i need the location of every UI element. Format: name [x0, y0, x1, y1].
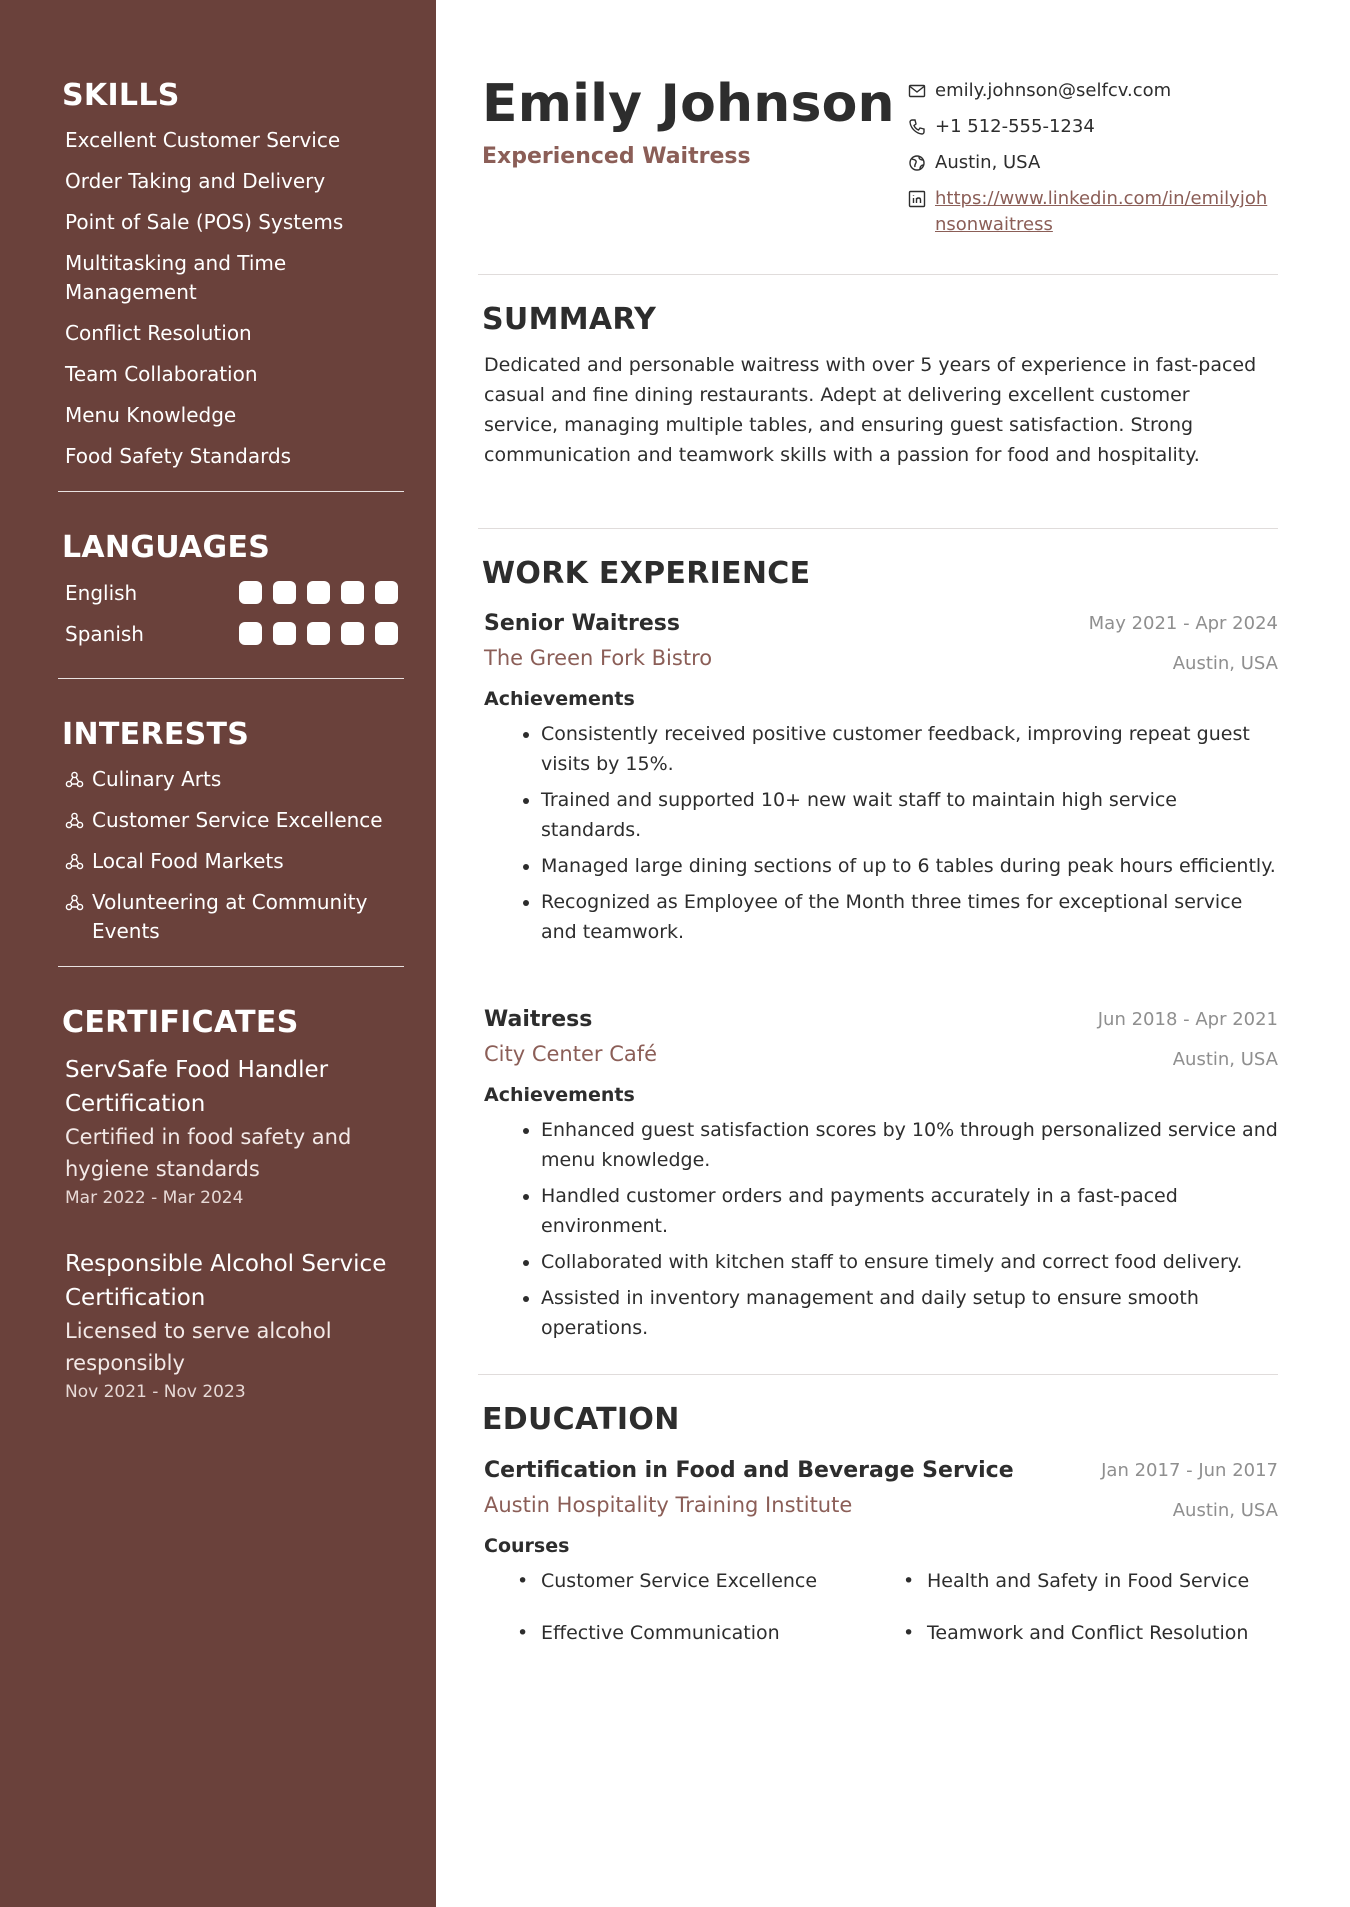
phone-icon	[908, 118, 926, 136]
achievement-item: • Trained and supported 10+ new wait staff to maintain high service standards.	[541, 785, 1278, 845]
education-entry	[484, 1456, 1278, 1670]
course-item: • Effective Communication	[484, 1618, 870, 1648]
achievement-item: • Handled customer orders and payments accurately in a fast-paced environment.	[541, 1181, 1278, 1241]
level-dot	[239, 581, 262, 604]
job-location: Austin, USA	[1172, 1049, 1278, 1070]
achievement-item: • Enhanced guest satisfaction scores by 10% through personalized service and menu knowledge.	[541, 1115, 1278, 1175]
interest-item	[65, 888, 404, 946]
level-dot	[273, 622, 296, 645]
courses-heading: Courses	[484, 1535, 570, 1557]
language-row	[65, 578, 404, 607]
language-level-dots	[239, 581, 398, 604]
sidebar	[0, 0, 436, 1907]
email-text: emily.johnson@selfcv.com	[935, 80, 1172, 101]
interest-label: Local Food Markets	[92, 849, 284, 873]
people-network-icon	[65, 894, 84, 912]
sidebar-divider	[58, 678, 404, 679]
level-dot	[307, 581, 330, 604]
globe-icon	[908, 154, 926, 172]
people-network-icon	[65, 853, 84, 871]
course-item: • Health and Safety in Food Service	[870, 1566, 1270, 1596]
linkedin-link[interactable]: https://www.linkedin.com/in/emilyjohnsonwaitress	[935, 188, 1268, 235]
level-dot	[375, 622, 398, 645]
education-location: Austin, USA	[1172, 1500, 1278, 1521]
certificate-title: Responsible Alcohol Service Certification	[65, 1251, 387, 1311]
job-title: Waitress	[484, 1007, 593, 1032]
sidebar-divider	[58, 966, 404, 967]
skill-item: Team Collaboration	[65, 362, 258, 386]
mail-icon	[908, 82, 926, 100]
job-company: The Green Fork Bistro	[484, 646, 713, 670]
certificate-item	[65, 1053, 404, 1211]
job-entry	[484, 1005, 1278, 1349]
job-company: City Center Café	[484, 1042, 658, 1066]
interest-item	[65, 806, 404, 835]
contact-email	[908, 78, 1288, 104]
sidebar-divider	[58, 491, 404, 492]
language-name: English	[65, 580, 138, 605]
level-dot	[341, 581, 364, 604]
work-experience-heading: WORK EXPERIENCE	[482, 556, 811, 591]
languages-heading: LANGUAGES	[62, 530, 271, 565]
skill-item: Order Taking and Delivery	[65, 169, 326, 193]
certificate-description: Licensed to serve alcohol responsibly	[65, 1319, 332, 1375]
skill-item: Food Safety Standards	[65, 444, 292, 468]
achievements-heading: Achievements	[484, 1084, 635, 1106]
interest-label: Culinary Arts	[92, 767, 222, 791]
job-date: May 2021 - Apr 2024	[1088, 613, 1278, 634]
skill-item: Menu Knowledge	[65, 403, 237, 427]
achievements-heading: Achievements	[484, 688, 635, 710]
interest-item	[65, 847, 404, 876]
linkedin-icon	[908, 190, 926, 208]
skills-list	[58, 126, 404, 471]
course-item: • Teamwork and Conflict Resolution	[870, 1618, 1270, 1648]
education-date: Jan 2017 - Jun 2017	[1101, 1460, 1278, 1481]
skill-item: Multitasking and Time Management	[65, 251, 287, 304]
skill-item: Conflict Resolution	[65, 321, 252, 345]
education-title: Certification in Food and Beverage Service	[484, 1458, 1014, 1483]
interest-label: Volunteering at Community Events	[92, 890, 368, 943]
level-dot	[341, 622, 364, 645]
course-list	[484, 1566, 1278, 1670]
achievement-item: • Collaborated with kitchen staff to ensure timely and correct food delivery.	[541, 1247, 1278, 1277]
achievement-item: • Recognized as Employee of the Month three times for exceptional service and teamwork.	[541, 887, 1278, 947]
language-name: Spanish	[65, 621, 144, 646]
achievement-list	[484, 1115, 1278, 1343]
summary-text: Dedicated and personable waitress with over 5 years of experience in fast-paced casual and fine dining restaurants. Adept at delivering excellent customer service, managing multiple tables, and ensuring guest satisfaction. Strong communication and teamwork skills with a passion for food and hospitality.	[484, 354, 1257, 466]
certificate-item	[65, 1247, 404, 1405]
contact-linkedin	[908, 186, 1288, 238]
section-divider	[478, 274, 1278, 275]
level-dot	[307, 622, 330, 645]
phone-text: +1 512-555-1234	[935, 116, 1095, 137]
language-level-dots	[239, 622, 398, 645]
achievement-item: • Consistently received positive customer feedback, improving repeat guest visits by 15%.	[541, 719, 1278, 779]
people-network-icon	[65, 812, 84, 830]
interests-heading: INTERESTS	[62, 717, 250, 752]
summary-heading: SUMMARY	[482, 302, 657, 337]
achievement-item: • Managed large dining sections of up to 6 tables during peak hours efficiently.	[541, 851, 1278, 881]
skills-heading: SKILLS	[62, 78, 180, 113]
contact-phone	[908, 114, 1288, 140]
contact-list	[908, 78, 1288, 248]
people-network-icon	[65, 771, 84, 789]
job-date: Jun 2018 - Apr 2021	[1097, 1009, 1278, 1030]
candidate-name: Emily Johnson	[482, 74, 895, 134]
education-institution: Austin Hospitality Training Institute	[484, 1493, 853, 1517]
section-divider	[478, 528, 1278, 529]
level-dot	[375, 581, 398, 604]
location-text: Austin, USA	[935, 152, 1041, 173]
certificate-date: Mar 2022 - Mar 2024	[65, 1188, 244, 1208]
skill-item: Point of Sale (POS) Systems	[65, 210, 344, 234]
certificate-date: Nov 2021 - Nov 2023	[65, 1382, 246, 1402]
job-title: Senior Waitress	[484, 611, 680, 636]
contact-location	[908, 150, 1288, 176]
job-entry	[484, 609, 1278, 953]
interest-label: Customer Service Excellence	[92, 808, 383, 832]
achievement-item: • Assisted in inventory management and daily setup to ensure smooth operations.	[541, 1283, 1278, 1343]
job-location: Austin, USA	[1172, 653, 1278, 674]
course-item: • Customer Service Excellence	[484, 1566, 870, 1596]
level-dot	[273, 581, 296, 604]
section-divider	[478, 1374, 1278, 1375]
certificate-description: Certified in food safety and hygiene standards	[65, 1125, 352, 1181]
achievement-list	[484, 719, 1278, 947]
level-dot	[239, 622, 262, 645]
skill-item: Excellent Customer Service	[65, 128, 341, 152]
interest-item	[65, 765, 404, 794]
candidate-role: Experienced Waitress	[482, 144, 751, 169]
certificates-heading: CERTIFICATES	[62, 1005, 299, 1040]
education-heading: EDUCATION	[482, 1402, 680, 1437]
language-row	[65, 619, 404, 648]
certificate-title: ServSafe Food Handler Certification	[65, 1057, 329, 1117]
